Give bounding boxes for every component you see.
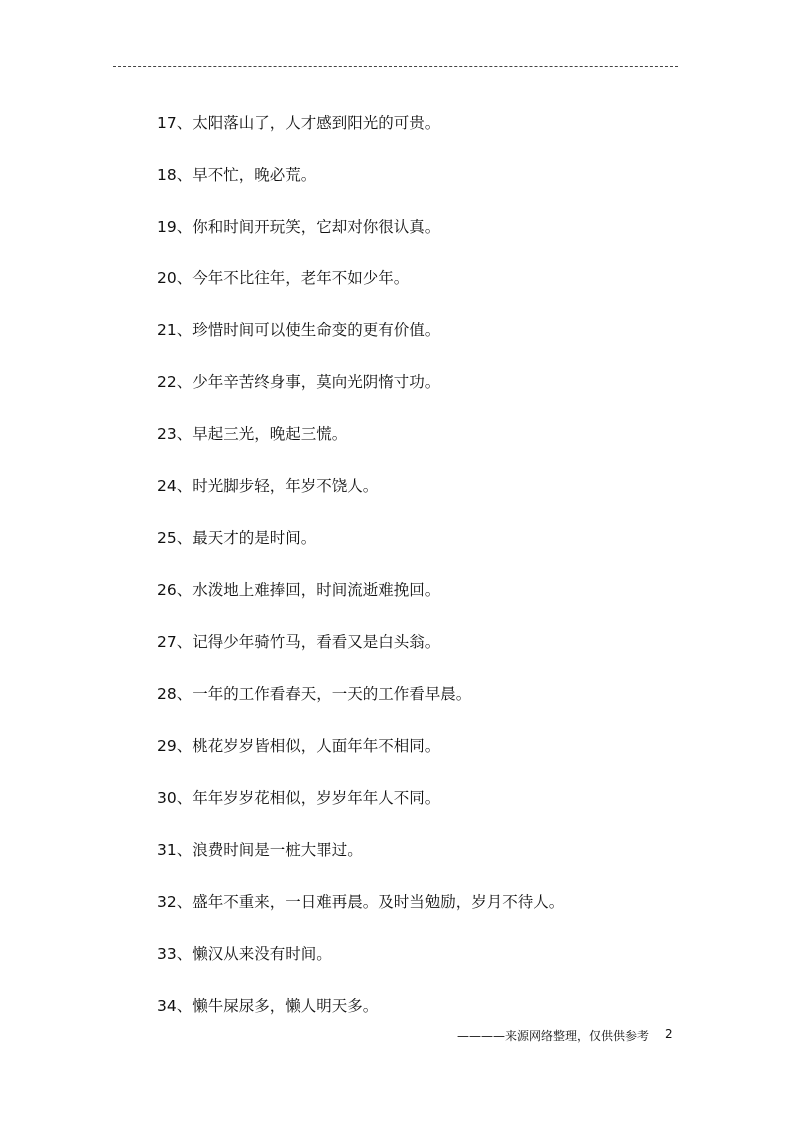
- item-text: 一年的工作看春天，一天的工作看早晨。: [192, 685, 472, 703]
- item-number: 20、: [157, 269, 193, 287]
- item-number: 25、: [157, 529, 193, 547]
- list-item: [157, 369, 440, 395]
- item-text: 最天才的是时间。: [192, 529, 317, 547]
- item-number: 21、: [157, 321, 193, 339]
- item-number: 27、: [157, 633, 193, 651]
- list-item: [157, 162, 316, 188]
- page-number: 2: [665, 1027, 673, 1041]
- list-item: [157, 421, 347, 447]
- item-text: 盛年不重来，一日难再晨。及时当勉励，岁月不待人。: [192, 893, 565, 911]
- item-text: 早不忙，晚必荒。: [192, 166, 317, 184]
- list-item: [157, 214, 440, 240]
- list-item: [157, 681, 471, 707]
- item-text: 桃花岁岁皆相似，人面年年不相同。: [192, 737, 441, 755]
- item-text: 早起三光，晚起三慌。: [192, 425, 348, 443]
- list-item: [157, 993, 378, 1019]
- item-number: 34、: [157, 997, 193, 1015]
- item-text: 珍惜时间可以使生命变的更有价值。: [192, 321, 441, 339]
- list-item: [157, 525, 316, 551]
- item-text: 懒汉从来没有时间。: [192, 945, 332, 963]
- list-item: [157, 473, 378, 499]
- item-number: 23、: [157, 425, 193, 443]
- item-number: 33、: [157, 945, 193, 963]
- item-text: 你和时间开玩笑，它却对你很认真。: [192, 218, 441, 236]
- list-item: [157, 110, 440, 136]
- item-number: 17、: [157, 114, 193, 132]
- item-text: 记得少年骑竹马，看看又是白头翁。: [192, 633, 441, 651]
- item-text: 浪费时间是一桩大罪过。: [192, 841, 363, 859]
- list-item: [157, 265, 409, 291]
- item-number: 22、: [157, 373, 193, 391]
- item-text: 水泼地上难捧回，时间流逝难挽回。: [192, 581, 441, 599]
- list-item: [157, 941, 332, 967]
- item-number: 30、: [157, 789, 193, 807]
- item-number: 28、: [157, 685, 193, 703]
- item-number: 18、: [157, 166, 193, 184]
- item-text: 今年不比往年，老年不如少年。: [192, 269, 410, 287]
- list-item: [157, 733, 440, 759]
- item-number: 24、: [157, 477, 193, 495]
- item-number: 26、: [157, 581, 193, 599]
- item-text: 懒牛屎尿多，懒人明天多。: [192, 997, 379, 1015]
- list-item: [157, 317, 440, 343]
- item-number: 19、: [157, 218, 193, 236]
- list-item: [157, 837, 363, 863]
- list-item: [157, 577, 440, 603]
- item-text: 年年岁岁花相似，岁岁年年人不同。: [192, 789, 441, 807]
- footer-source-note: ————来源网络整理，仅供供参考: [457, 1029, 650, 1043]
- list-item: [157, 629, 440, 655]
- item-number: 29、: [157, 737, 193, 755]
- item-text: 少年辛苦终身事，莫向光阴惰寸功。: [192, 373, 441, 391]
- item-number: 31、: [157, 841, 193, 859]
- list-item: [157, 889, 564, 915]
- list-item: [157, 785, 440, 811]
- item-text: 时光脚步轻，年岁不饶人。: [192, 477, 379, 495]
- item-number: 32、: [157, 893, 193, 911]
- item-text: 太阳落山了，人才感到阳光的可贵。: [192, 114, 441, 132]
